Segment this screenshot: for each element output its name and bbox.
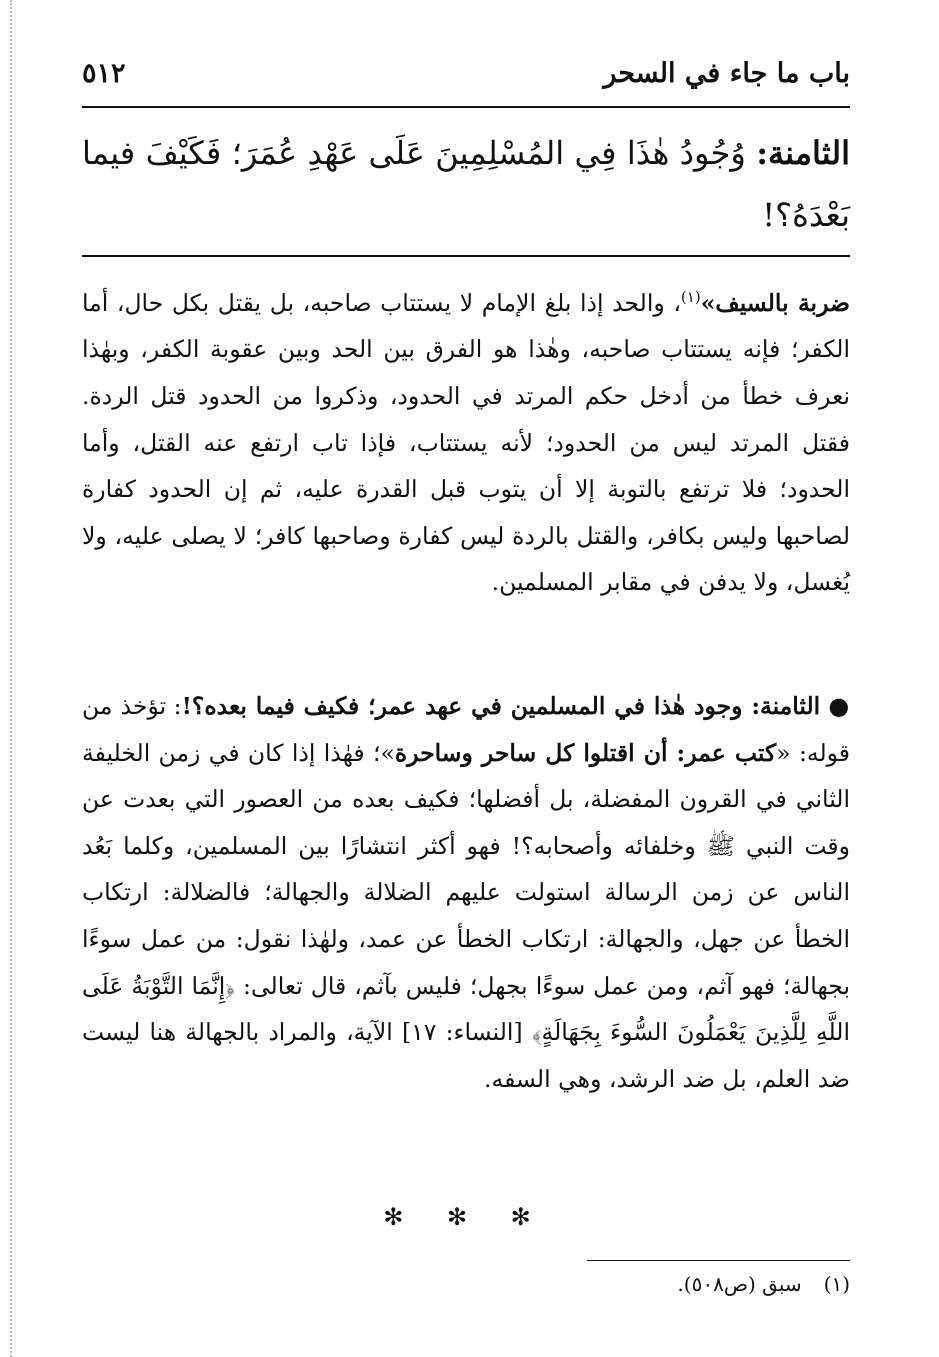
page-number: ٥١٢ xyxy=(82,58,126,89)
chapter-title: باب ما جاء في السحر xyxy=(603,58,850,89)
matn-rule xyxy=(82,255,850,257)
para2-text-b: »؛ فهٰذا إذا كان في زمن الخليفة الثاني في القرون المفضلة، بل أفضلها؛ فكيف بعده من العصور التي بعدت عن وقت النبي ﷺ وخلفائه وأصحابه؟! فهو أكثر انتشارًا بين المسلمين، وكلما بَعُد الناس عن زمن الرسالة استولت عليهم الضلالة والجهالة؛ فالضلالة: ارتكاب الخطأ عن جهل، والجهالة: ارتكاب الخطأ عن عمد، ولهٰذا نقول: من عمل سوءًا بجهالة؛ فهو آثم، ومن عمل سوءًا بجهل؛ فليس بآثم، قال تعالى: ﴿إِنَّمَا التَّوْبَةُ عَلَى اللَّهِ لِلَّذِينَ يَعْمَلُونَ السُّوءَ بِجَهَالَةٍ﴾ [النساء: ١٧] الآية، والمراد بالجهالة هنا ليست ضد العلم، بل ضد الرشد، وهي السفه. xyxy=(82,738,850,1093)
footnote-ref: (١) xyxy=(680,288,701,306)
para1-text: ، والحد إذا بلغ الإمام لا يستتاب صاحبه، بل يقتل بكل حال، أما الكفر؛ فإنه يستتاب صاحبه، وهٰذا هو الفرق بين الحد وبين عقوبة الكفر، وبهٰذا نعرف خطأ من أدخل حكم المرتد في الحدود، وذكروا من الحدود قتل الردة. فقتل المرتد ليس من الحدود؛ لأنه يستتاب، فإذا تاب ارتفع عنه القتل، وأما الحدود؛ فلا ترتفع بالتوبة إلا أن يتوب قبل القدرة عليه، ثم إن الحدود كفارة لصاحبها وليس بكافر، والقتل بالردة ليس كفارة وصاحبها كافر؛ لا يصلى عليه، ولا يُغسل، ولا يدفن في مقابر المسلمين. xyxy=(82,288,850,597)
footnote-rule xyxy=(587,1260,850,1261)
para2-heading: الثامنة: وجود هٰذا في المسلمين في عهد عمر؛ فكيف فيما بعده؟! xyxy=(181,692,821,720)
quote-text: وُجُودُ هٰذَا فِي المُسْلِمِينَ عَلَى عَهْدِ عُمَرَ؛ فَكَيْفَ فيما بَعْدَهُ؟! xyxy=(82,134,850,234)
quote-label: الثامنة: xyxy=(756,134,851,172)
para2-text-a: : تؤخذ من قوله: « xyxy=(82,692,850,767)
footnote-text: سبق (ص٥٠٨). xyxy=(677,1272,802,1296)
matn-quote xyxy=(82,122,850,246)
scan-edge-dots xyxy=(10,0,12,1357)
footnote-number: (١) xyxy=(823,1272,850,1296)
running-header xyxy=(82,52,850,104)
commentary-paragraph-2 xyxy=(82,683,850,1102)
footnote xyxy=(677,1272,850,1296)
bullet-icon: ● xyxy=(828,692,850,720)
section-separator: ✻ ✻ ✻ xyxy=(383,1203,549,1231)
para1-bold-start: ضربة بالسيف» xyxy=(700,288,850,317)
header-rule xyxy=(82,106,850,108)
commentary-paragraph-1 xyxy=(82,274,850,606)
para2-bold-quote: كتب عمر: أن اقتلوا كل ساحر وساحرة xyxy=(394,738,777,767)
